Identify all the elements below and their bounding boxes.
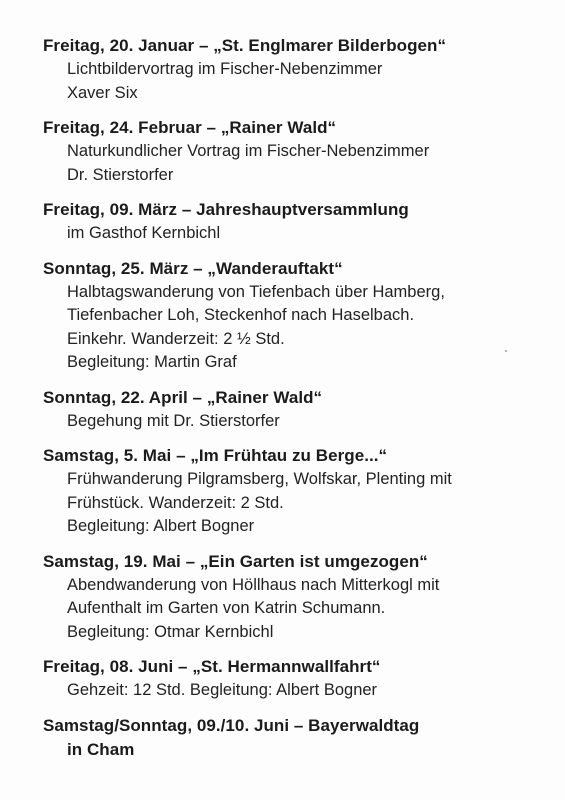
- event-detail: Gehzeit: 12 Std. Begleitung: Albert Bogner: [67, 681, 378, 699]
- event-item: [43, 34, 543, 105]
- event-item: [43, 116, 543, 187]
- event-detail: Abendwanderung von Höllhaus nach Mitterkogl mit: [67, 575, 440, 594]
- event-detail: Frühstück. Wanderzeit: 2 Std.: [67, 493, 284, 512]
- event-detail: im Gasthof Kernbichl: [67, 224, 221, 242]
- event-title-continued: in Cham: [67, 739, 135, 759]
- event-item: [43, 655, 543, 703]
- event-detail: Frühwanderung Pilgramsberg, Wolfskar, Plenting mit: [67, 470, 452, 488]
- event-detail: Begleitung: Albert Bogner: [67, 517, 255, 535]
- event-detail: Tiefenbacher Loh, Steckenhof nach Haselbach.: [67, 306, 415, 324]
- event-detail: Xaver Six: [67, 83, 138, 102]
- event-title: Sonntag, 25. März – „Wanderauftakt“: [43, 258, 343, 278]
- event-title: Freitag, 24. Februar – „Rainer Wald“: [43, 118, 337, 137]
- event-detail: Lichtbildervortrag im Fischer-Nebenzimmer: [67, 60, 383, 78]
- event-item: [43, 714, 543, 762]
- event-item: [43, 550, 543, 645]
- event-detail: Begleitung: Otmar Kernbichl: [67, 622, 274, 641]
- event-title: Freitag, 08. Juni – „St. Hermannwallfahrt“: [43, 657, 381, 676]
- event-item: [43, 444, 543, 539]
- event-item: [43, 386, 543, 434]
- event-item: [43, 198, 543, 246]
- event-detail: Begleitung: Martin Graf: [67, 353, 237, 371]
- event-detail: Naturkundlicher Vortrag im Fischer-Nebenzimmer: [67, 142, 430, 160]
- event-title: Freitag, 09. März – Jahreshauptversammlung: [43, 200, 409, 219]
- event-detail: Einkehr. Wanderzeit: 2 ½ Std.: [67, 329, 285, 348]
- event-detail: Halbtagswanderung von Tiefenbach über Hamberg,: [67, 282, 445, 301]
- event-title: Freitag, 20. Januar – „St. Englmarer Bilderbogen“: [43, 36, 447, 55]
- event-title: Samstag, 5. Mai – „Im Frühtau zu Berge...“: [43, 446, 388, 465]
- event-item: [43, 257, 543, 375]
- event-title: Sonntag, 22. April – „Rainer Wald“: [43, 387, 323, 407]
- event-list: [43, 34, 543, 773]
- event-detail: Aufenthalt im Garten von Katrin Schumann.: [67, 599, 386, 617]
- event-detail: Begehung mit Dr. Stierstorfer: [67, 411, 280, 430]
- event-detail: Dr. Stierstorfer: [67, 165, 174, 184]
- event-title: Samstag, 19. Mai – „Ein Garten ist umgezogen“: [43, 551, 428, 571]
- paper-speck: [505, 350, 507, 352]
- event-title: Samstag/Sonntag, 09./10. Juni – Bayerwaldtag: [43, 715, 420, 735]
